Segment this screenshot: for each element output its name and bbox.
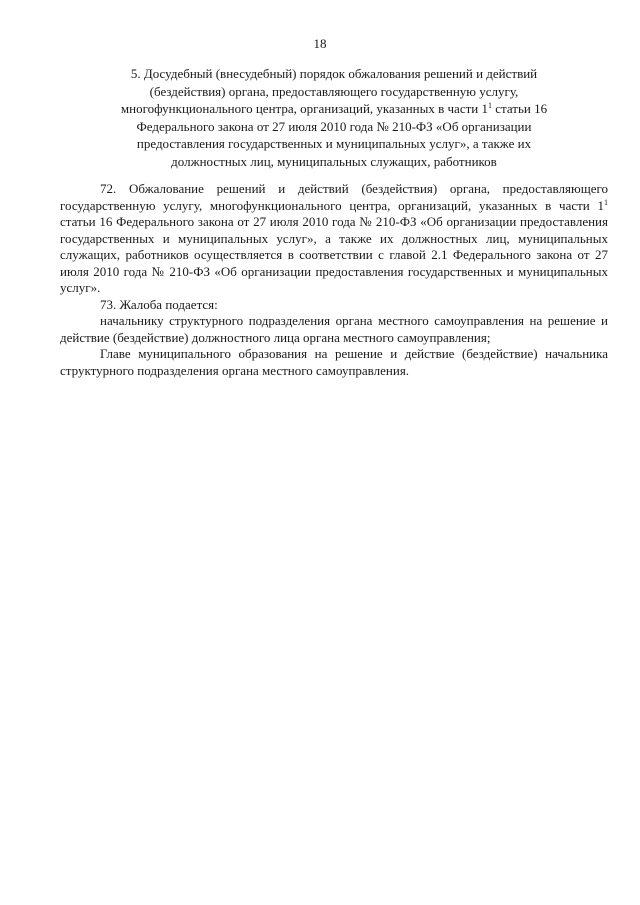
heading-line-2: (бездействия) органа, предоставляющего государственную услугу, <box>149 83 519 99</box>
heading-line-6: должностных лиц, муниципальных служащих, работников <box>171 153 497 169</box>
heading-line-3-text: многофункционального центра, организаций, указанных в части 1 <box>120 101 488 116</box>
heading-line-3 <box>60 100 608 118</box>
page-number: 18 <box>313 36 327 51</box>
heading-line-5: предоставления государственных и муниципальных услуг», а также их <box>136 136 532 151</box>
heading-superscript: 1 <box>487 101 492 110</box>
heading-line-4: Федерального закона от 27 июля 2010 года № 210-ФЗ «Об организации <box>136 118 532 134</box>
heading-line-1: 5. Досудебный (внесудебный) порядок обжалования решений и действий <box>130 66 538 81</box>
heading-line-3-tail: статьи 16 <box>491 101 548 116</box>
paragraph-73: 73. Жалоба подается: <box>100 296 218 312</box>
section-heading <box>60 65 608 170</box>
paragraph-73-item-2: Главе муниципального образования на решение и действие (бездействие) начальника структурного подразделения органа местного самоуправления. <box>60 346 608 378</box>
paragraph-72-part-2: статьи 16 Федерального закона от 27 июля 2010 года № 210-ФЗ «Об организации предоставления государственных и муниципальных услуг», а также их должностных лиц, муниципальных служащих, работников осуществляется в соответствии с главой 2.1 Федерального закона от 27 июля 2010 года № 210-ФЗ «Об организации предоставления государственных и муниципальных услуг». <box>60 214 608 295</box>
body-text <box>60 181 608 379</box>
paragraph-72 <box>60 181 608 297</box>
paragraph-72-superscript: 1 <box>604 197 608 207</box>
paragraph-73-item-1: начальнику структурного подразделения органа местного самоуправления на решение и действие (бездействие) должностного лица органа местного самоуправления; <box>60 313 608 345</box>
paragraph-72-part-1: 72. Обжалование решений и действий (бездействия) органа, предоставляющего государственную услугу, многофункционального центра, организаций, указанных в части 1 <box>60 181 608 213</box>
